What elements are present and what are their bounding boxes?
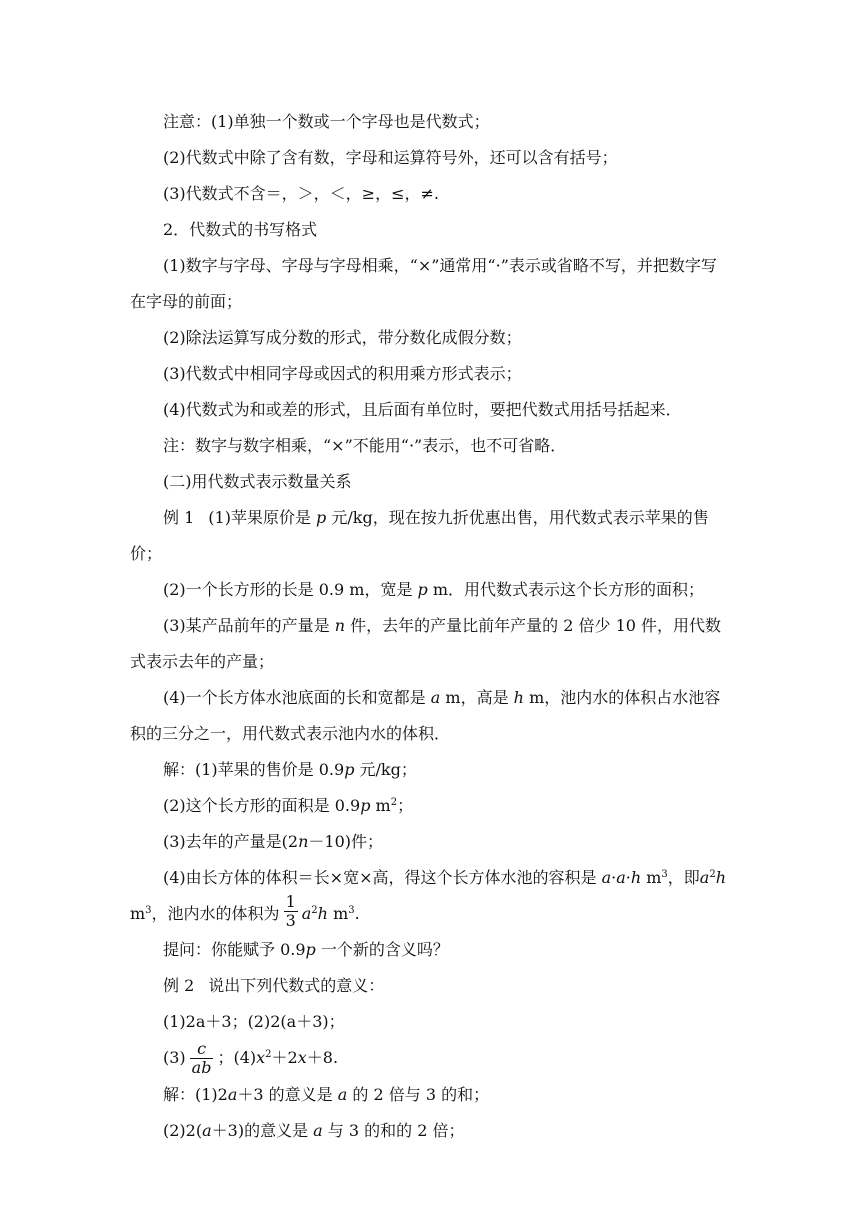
- example-1-question-1: [130, 500, 732, 572]
- part-2-title-text: (二)用代数式表示数量关系: [163, 472, 352, 491]
- ex1-q4-c: m，池内水的体积占水池容积的三分之一，用代数式表示池内水的体积．: [130, 688, 721, 743]
- sol1-1-b: 元/kg；: [354, 760, 417, 779]
- fraction-c-over-ab: [190, 1040, 214, 1077]
- solution-1-1: [130, 752, 732, 788]
- rule-1-text: (1)数字与字母、字母与字母相乘，“×”通常用“·”表示或省略不写，并把数字写在字母的前面；: [130, 256, 717, 311]
- question-var: p: [305, 940, 316, 959]
- ex1-q3-b: 件，去年的产量比前年产量的 2 倍少 10 件，用代数式表示去年的产量；: [130, 616, 722, 671]
- example-1-question-4: [130, 680, 732, 752]
- example-2-title-text: 说出下列代数式的意义：: [208, 976, 385, 995]
- solution-1-2: [130, 788, 732, 824]
- note-3-text: (3)代数式不含＝，＞，＜，≥，≤，≠.: [163, 184, 439, 203]
- sol1-4-c: ，即: [667, 868, 700, 887]
- example-2-title: [130, 968, 732, 1004]
- rule-note: [130, 428, 732, 464]
- sol1-4-d-sup: 2: [709, 869, 716, 880]
- example-1-question-2: [130, 572, 732, 608]
- sol1-4-i: .: [354, 904, 360, 923]
- ex2-item4-e: ＋8.: [306, 1048, 339, 1067]
- fraction-numerator: 1: [285, 892, 296, 911]
- example-1-question-3: [130, 608, 732, 680]
- sol1-3-var: n: [298, 832, 309, 851]
- sol1-4-h-sup: 3: [348, 905, 355, 916]
- example-2-label: 例 2: [163, 976, 195, 995]
- fraction-ab-denominator: ab: [191, 1058, 212, 1077]
- sol2-2-var2: a: [313, 1121, 323, 1140]
- example-2-items-3-4: [130, 1040, 732, 1077]
- section-2-title: [130, 212, 732, 248]
- solution-1-3: [130, 824, 732, 860]
- sol2-2-a: (2)2(: [163, 1121, 203, 1140]
- ex1-q4-var1: a: [430, 688, 441, 707]
- ex1-q1-b: 元/kg，现在按九折优惠出售，用代数式表示苹果的售价；: [130, 508, 709, 563]
- sol1-4-g-var: a: [301, 904, 312, 923]
- question-prompt: [130, 932, 732, 968]
- sol1-4-sup: 3: [661, 869, 668, 880]
- ex2-item4-a: (4): [233, 1048, 257, 1067]
- rule-note-text: 注：数字与数字相乘，“×”不能用“·”表示，也不可省略．: [163, 436, 567, 455]
- part-2-title: [130, 464, 732, 500]
- sol1-1-a: 解：(1)苹果的售价是 0.9: [163, 760, 345, 779]
- sol2-1-c: 的 2 倍与 3 的和；: [347, 1085, 490, 1104]
- ex2-item3-label: (3): [163, 1048, 186, 1067]
- ex2-item4-d: x: [297, 1048, 307, 1067]
- example-2-items-1-2: [130, 1004, 732, 1040]
- question-b: 一个新的含义吗？: [315, 940, 449, 959]
- sol2-1-var2: a: [337, 1085, 348, 1104]
- ex2-item4-b: x: [256, 1048, 266, 1067]
- sol2-1-b: ＋3 的意义是: [237, 1085, 338, 1104]
- rule-3-text: (3)代数式中相同字母或因式的积用乘方形式表示；: [163, 364, 522, 383]
- sol1-2-var: p: [360, 796, 371, 815]
- fraction-denominator: 3: [285, 911, 296, 930]
- fraction-one-third: [284, 893, 298, 930]
- example-2-items-1-2-text: (1)2a＋3；(2)2(a＋3)；: [163, 1012, 345, 1031]
- sol1-2-c: ；: [397, 796, 414, 815]
- ex1-q4-b: m，高是: [440, 688, 514, 707]
- sol1-2-sup: 2: [390, 797, 398, 808]
- sol2-1-a: 解：(1)2: [163, 1085, 228, 1104]
- document-page: [130, 104, 732, 1149]
- sol1-2-b: m: [370, 796, 391, 815]
- ex1-q2-b: m．用代数式表示这个长方形的面积；: [427, 580, 705, 599]
- rule-2-text: (2)除法运算写成分数的形式，带分数化成假分数；: [163, 328, 522, 347]
- example-1-label: 例 1: [163, 508, 195, 527]
- sol1-4-f: ，池内水的体积为: [151, 904, 280, 923]
- sol1-4-e-sup: 3: [145, 905, 152, 916]
- note-3: [130, 176, 732, 212]
- solution-1-4: [130, 860, 732, 932]
- sol1-4-d-var2: h: [715, 868, 727, 887]
- ex1-q2-var: p: [417, 580, 428, 599]
- sol1-4-g-sup: 2: [311, 905, 318, 916]
- ex1-q1-var: p: [316, 508, 327, 527]
- sol1-4-d-var: a: [699, 868, 710, 887]
- sol1-1-var: p: [344, 760, 355, 779]
- section-2-title-text: 2．代数式的书写格式: [163, 220, 318, 239]
- rule-1: [130, 248, 732, 320]
- rule-4: [130, 392, 732, 428]
- sol1-4-e: m: [130, 904, 146, 923]
- ex1-q3-a: (3)某产品前年的产量是: [163, 616, 335, 635]
- note-1-text: 注意：(1)单独一个数或一个字母也是代数式；: [163, 112, 490, 131]
- fraction-c-numerator: c: [190, 1040, 214, 1059]
- sol2-2-c: 与 3 的和的 2 倍；: [322, 1121, 465, 1140]
- sol1-4-b: m: [641, 868, 662, 887]
- sol1-4-h: m: [327, 904, 349, 923]
- solution-2-1: [130, 1077, 732, 1113]
- sol2-1-var: a: [227, 1085, 238, 1104]
- solution-2-2: [130, 1113, 732, 1149]
- rule-3: [130, 356, 732, 392]
- ex1-q2-a: (2)一个长方形的长是 0.9 m，宽是: [163, 580, 418, 599]
- sol1-2-a: (2)这个长方形的面积是 0.9: [163, 796, 361, 815]
- sol2-2-var: a: [202, 1121, 212, 1140]
- ex1-q4-var2: h: [513, 688, 524, 707]
- ex1-q1-a: (1)苹果原价是: [208, 508, 317, 527]
- ex1-q4-a: (4)一个长方体水池底面的长和宽都是: [163, 688, 431, 707]
- ex1-q3-var: n: [334, 616, 346, 635]
- question-a: 提问：你能赋予 0.9: [163, 940, 306, 959]
- note-2-text: (2)代数式中除了含有数，字母和运算符号外，还可以含有括号；: [163, 148, 618, 167]
- sol1-3-b: －10)件；: [308, 832, 384, 851]
- rule-4-text: (4)代数式为和或差的形式，且后面有单位时，要把代数式用括号括起来．: [163, 400, 682, 419]
- ex2-item3-sep: ；: [217, 1048, 234, 1067]
- ex2-item4-c: ＋2: [271, 1048, 298, 1067]
- sol1-4-expr: a·a·h: [601, 868, 642, 887]
- sol1-4-g-var2: h: [317, 904, 328, 923]
- sol1-3-a: (3)去年的产量是(2: [163, 832, 299, 851]
- sol1-4-a: (4)由长方体的体积＝长×宽×高，得这个长方体水池的容积是: [163, 868, 602, 887]
- sol2-2-b: ＋3)的意义是: [211, 1121, 314, 1140]
- rule-2: [130, 320, 732, 356]
- ex2-item4-sup: 2: [265, 1049, 272, 1060]
- note-1: [130, 104, 732, 140]
- note-2: [130, 140, 732, 176]
